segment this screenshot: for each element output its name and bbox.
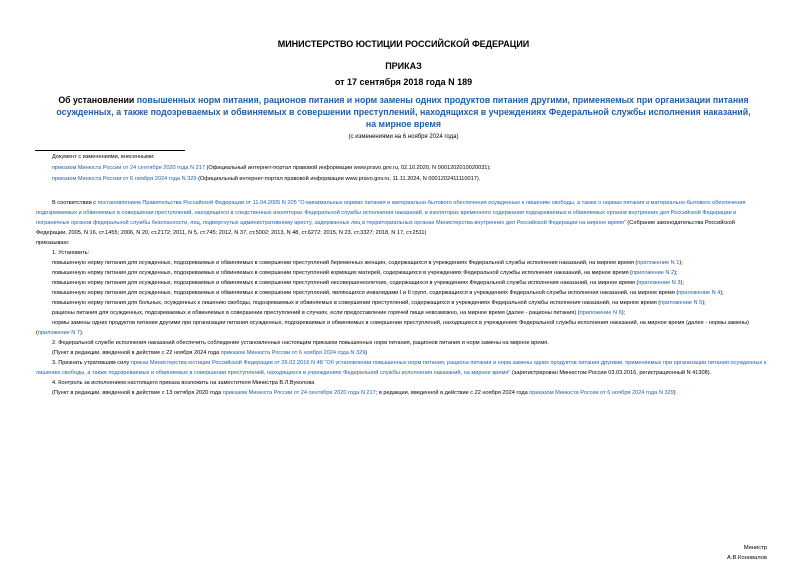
item-end: ); — [679, 260, 683, 266]
item-end: ); — [674, 270, 678, 276]
item-text: повышенную норму питания для осужденных, подозреваемых и обвиняемых в совершении преступлений кормящих матерей, содержащихся в учреждениях Федеральной службы исполнения наказаний, на мирное время ( — [52, 270, 633, 276]
preamble-source: (Собрание законодательства Российской Федерации, 2005, N 16, ст.1455; 2006, N 20, ст.2172; 2011, N 5, ст.745; 2012, N 37, ст.5002; 2013, N 48, ст.6272; 2015, N 23, ст.3327; 2018, N 17, ст.2511) — [36, 220, 735, 236]
section-3-text: 3. Признать утратившим силу — [52, 360, 131, 366]
note-text: (Пункт в редакции, введенной в действие с 22 ноября 2024 года — [52, 350, 221, 356]
change-text-2: (Официальный интернет-портал правовой информации www.pravo.gov.ru, 11.11.2024, N 0001202411110017). — [196, 176, 481, 182]
title-link[interactable]: повышенных норм питания, рационов питания и норм замены одних продуктов питания другими, применяемых при организации питания осужденных, а также подозреваемых и обвиняемых в совершении преступлений, находящихся в учреждениях Федеральной службы исполнения наказаний, на мирное время — [56, 95, 751, 129]
section-4-note — [36, 388, 767, 398]
note-text: (Пункт в редакции, введенной в действие с 13 октября 2020 года — [52, 390, 223, 396]
appendix-link-1[interactable]: приложение N 1 — [637, 260, 680, 266]
item-text: повышенную норму питания для осужденных, подозреваемых и обвиняемых в совершении преступлений, являющихся инвалидами I и II групп, содержащихся в учреждениях Федеральной службы исполнения наказаний, на мирное время ( — [52, 290, 679, 296]
changes-block — [52, 152, 767, 185]
date-number-heading: от 17 сентября 2018 года N 189 — [334, 77, 473, 87]
item-text: повышенную норму питания для больных, осужденных к лишению свободы, подозреваемых и обвиняемых в совершении преступлений, содержащихся в учреждениях Федеральной службы исполнения наказаний, на мирное время ( — [52, 300, 661, 306]
section-3-end: (зарегистрирован Минюстом России 03.03.2016, регистрационный N 41308). — [510, 370, 712, 376]
preamble-text: В соответствии с — [52, 200, 98, 206]
signature-block — [727, 543, 767, 563]
item-text: повышенную норму питания для осужденных, подозреваемых и обвиняемых в совершении преступлений беременных женщин, содержащихся в учреждениях Федеральной службы исполнения наказаний, на мирное время ( — [52, 260, 638, 266]
divider — [35, 150, 185, 151]
signature-name: А.В.Коновалов — [727, 555, 767, 561]
item-end: ); — [680, 280, 684, 286]
preamble-paragraph — [36, 198, 767, 238]
change-item — [52, 163, 767, 174]
note-text: ; в редакции, введенной в действие с 22 ноября 2024 года — [375, 390, 530, 396]
appendix-link-2[interactable]: приложение N 2 — [632, 270, 675, 276]
appendix-link-6[interactable]: приложение N 6 — [579, 310, 622, 316]
section-3 — [36, 358, 767, 378]
list-item — [36, 288, 767, 298]
note-end: ) — [365, 350, 368, 356]
section-4: 4. Контроль за исполнением настоящего приказа возложить на заместителя Министра В.Л.Вуколова — [52, 380, 315, 386]
change-link-2[interactable]: приказом Минюста России от 6 ноября 2024 года N 329 — [52, 176, 197, 182]
item-text: нормы замены одних продуктов питания другими при организации питания осужденных, подозреваемых и обвиняемых в совершении преступлений, находящихся в учреждениях Федеральной службы исполнения наказаний, на мирное время (далее - нормы замены) ( — [36, 320, 750, 336]
appendix-link-7[interactable]: приложение N 7 — [37, 330, 80, 336]
signature-position: Министр — [743, 545, 767, 551]
doc-type-heading: ПРИКАЗ — [385, 61, 422, 71]
title-prefix: Об установлении — [58, 95, 137, 105]
order-word: приказываю: — [36, 240, 70, 246]
list-item — [36, 268, 767, 278]
item-end: ). — [79, 330, 84, 336]
list-item — [36, 318, 767, 338]
ministry-heading: МИНИСТЕРСТВО ЮСТИЦИИ РОССИЙСКОЙ ФЕДЕРАЦИИ — [277, 39, 530, 49]
revision-note: (с изменениями на 6 ноября 2024 года) — [348, 134, 459, 140]
section-2-note — [36, 348, 767, 358]
appendix-link-3[interactable]: приложение N 3 — [638, 280, 681, 286]
change-item — [52, 174, 767, 185]
amendment-link-217[interactable]: приказом Минюста России от 24 сентября 2020 года N 217 — [222, 390, 376, 396]
list-item — [36, 278, 767, 288]
government-decree-link[interactable]: постановлением Правительства Российской Федерации от 11.04.2005 N 205 "О минимальных нормах питания и материально-бытового обеспечения осужденных к лишению свободы, а также о нормах питания и материально-бытового обеспечения подозреваемых и обвиняемых в совершении преступлений, находящихся в следственных изоляторах Федеральной службы исполнения наказаний, в изоляторах временного содержания подозреваемых и обвиняемых органов внутренних дел Российской Федерации и пограничных органов федеральной службы безопасности, лиц, подвергнутых административному аресту, задержанных лиц в территориальных органах Министерства внутренних дел Российской Федерации на мирное время" — [36, 200, 746, 226]
item-end: ); — [720, 290, 724, 296]
repealed-order-link[interactable]: приказ Министерства юстиции Российской Федерации от 26.02.2016 N 48 "Об установлении повышенных норм питания, рациона питания и норм замены одних продуктов питания другими, применяемых при организации питания осужденных к лишению свободы, а также подозреваемых и обвиняемых в совершении преступлений, находящихся в учреждениях Федеральной службы исполнения наказаний, на мирное время" — [36, 360, 767, 376]
section-2: 2. Федеральной службе исполнения наказаний обеспечить соблюдение установленных настоящим приказом повышенных норм питания, рационов питания и норм замены на мирное время. — [52, 340, 549, 346]
document-title — [52, 94, 755, 130]
change-link-1[interactable]: приказом Минюста России от 24 сентября 2020 года N 217 — [52, 165, 205, 171]
amendment-link-329[interactable]: приказом Минюста России от 6 ноября 2024 года N 329 — [220, 350, 366, 356]
changes-heading: Документ с изменениями, внесенными: — [52, 154, 155, 160]
section-1: 1. Установить: — [52, 250, 90, 256]
amendment-link-329-b[interactable]: приказом Минюста России от 6 ноября 2024 года N 329 — [529, 390, 674, 396]
item-text: повышенную норму питания для осужденных, подозреваемых и обвиняемых в совершении преступлений несовершеннолетних, содержащихся в учреждениях Федеральной службы исполнения наказаний, на мирное время ( — [52, 280, 639, 286]
list-item — [36, 298, 767, 308]
list-item — [36, 258, 767, 268]
item-end: ); — [702, 300, 706, 306]
note-end: ) — [673, 390, 676, 396]
item-end: ); — [621, 310, 626, 316]
item-text: рационы питания для осужденных, подозреваемых и обвиняемых в совершении преступлений в случаях, если предоставление горячей пищи невозможно, на мирное время (далее - рационы питания) ( — [52, 310, 580, 316]
change-text-1: (Официальный интернет-портал правовой информации www.pravo.gov.ru, 02.10.2020, N 0001202010020031); — [204, 165, 491, 171]
appendix-link-5[interactable]: приложение N 5 — [660, 300, 703, 306]
appendix-link-4[interactable]: приложение N 4 — [678, 290, 721, 296]
list-item — [36, 308, 767, 318]
document-body — [36, 198, 767, 398]
